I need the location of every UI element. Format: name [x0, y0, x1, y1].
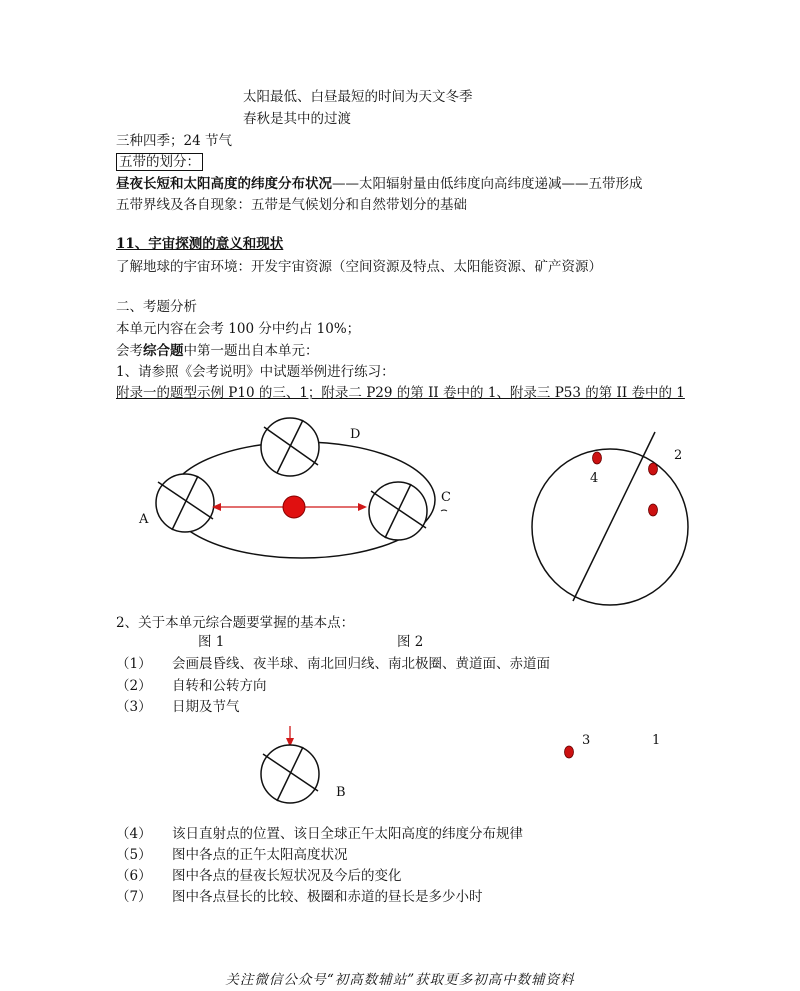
label-a: A [139, 512, 149, 527]
list-text: 图中各点的昼夜长短状况及今后的变化 [172, 868, 402, 884]
list-num: （2） [116, 678, 152, 694]
globe-d [261, 418, 319, 476]
globe-a [156, 474, 214, 532]
dot-4 [593, 452, 602, 464]
caption-figure2: 图 2 [397, 634, 424, 650]
list-text: 会画晨昏线、夜半球、南北回归线、南北极圈、黄道面、赤道面 [172, 656, 550, 672]
list-item-1 [116, 655, 550, 673]
list-text: 日期及节气 [172, 699, 240, 715]
list-num: （6） [116, 868, 152, 884]
globe-b [261, 745, 319, 803]
list-item-2 [116, 677, 267, 695]
terminator-line [573, 432, 655, 601]
list-num: （5） [116, 847, 152, 863]
list-text: 图中各点的正午太阳高度状况 [172, 847, 348, 863]
label-point-3: 3 [582, 733, 591, 748]
list-item-7 [116, 888, 483, 906]
list-text: 图中各点昼长的比较、极圈和赤道的昼长是多少小时 [172, 889, 483, 905]
c-mark [441, 510, 447, 511]
list-num: （7） [116, 889, 152, 905]
list-text: 该日直射点的位置、该日全球正午太阳高度的纬度分布规律 [172, 826, 523, 842]
section-heading-analysis: 二、考题分析 [116, 299, 197, 315]
heading-space-exploration: 11、宇宙探测的意义和现状 [116, 236, 284, 252]
globe-c [369, 482, 427, 540]
list-item-4 [116, 825, 523, 843]
footer-wechat-notice: 关注微信公众号“初高数辅站”获取更多初高中数辅资料 [225, 972, 575, 988]
text-line-basic-points: 2、关于本单元综合题要掌握的基本点： [116, 615, 355, 631]
bold-phrase-daylength: 昼夜长短和太阳高度的纬度分布状况 [116, 176, 332, 192]
text-comprehensive-a: 会考 [116, 343, 143, 359]
list-num: （4） [116, 826, 152, 842]
caption-figure1: 图 1 [198, 634, 225, 650]
text-line-space-resources: 了解地球的宇宙环境：开发宇宙资源（空间资源及特点、太阳能资源、矿产资源） [116, 259, 602, 275]
boxed-heading-five-zones: 五带的划分： [116, 153, 203, 171]
text-line-winter: 太阳最低、白昼最短的时间为天文冬季 [243, 89, 473, 105]
arrowhead-right [358, 503, 367, 511]
list-item-6 [116, 867, 402, 885]
text-comprehensive-b: 中第一题出自本单元： [183, 343, 319, 359]
text-line-seasons: 三种四季；24 节气 [116, 133, 232, 149]
label-point-2: 2 [674, 448, 683, 463]
text-line-percentage: 本单元内容在会考 100 分中约占 10%； [116, 321, 361, 337]
list-num: （1） [116, 656, 152, 672]
label-b: B [336, 785, 346, 800]
list-item-5 [116, 846, 348, 864]
dot-2 [649, 463, 658, 475]
text-line-transition: 春秋是其中的过渡 [243, 111, 351, 127]
text-line-appendix: 附录一的题型示例 P10 的三、1；附录二 P29 的第 II 卷中的 1、附录三 P53 的第 II 卷中的 1 [116, 385, 685, 401]
label-d: D [350, 427, 361, 442]
text-line-zone-boundaries: 五带界线及各自现象：五带是气候划分和自然带划分的基础 [116, 197, 467, 213]
text-line-practice: 1、请参照《会考说明》中试题举例进行练习： [116, 364, 395, 380]
label-point-1: 1 [652, 733, 661, 748]
list-text: 自转和公转方向 [172, 678, 267, 694]
globe-figure2 [532, 449, 688, 605]
dot-3 [565, 746, 574, 758]
sun [283, 496, 305, 518]
text-zone-formation-rest: ——太阳辐射量由低纬度向高纬度递减——五带形成 [332, 176, 643, 192]
dot-unlabeled [649, 504, 658, 516]
label-c: C [441, 490, 451, 505]
list-num: （3） [116, 699, 152, 715]
label-point-4: 4 [590, 471, 599, 486]
list-item-3 [116, 698, 240, 716]
bold-comprehensive-question: 综合题 [143, 343, 184, 359]
